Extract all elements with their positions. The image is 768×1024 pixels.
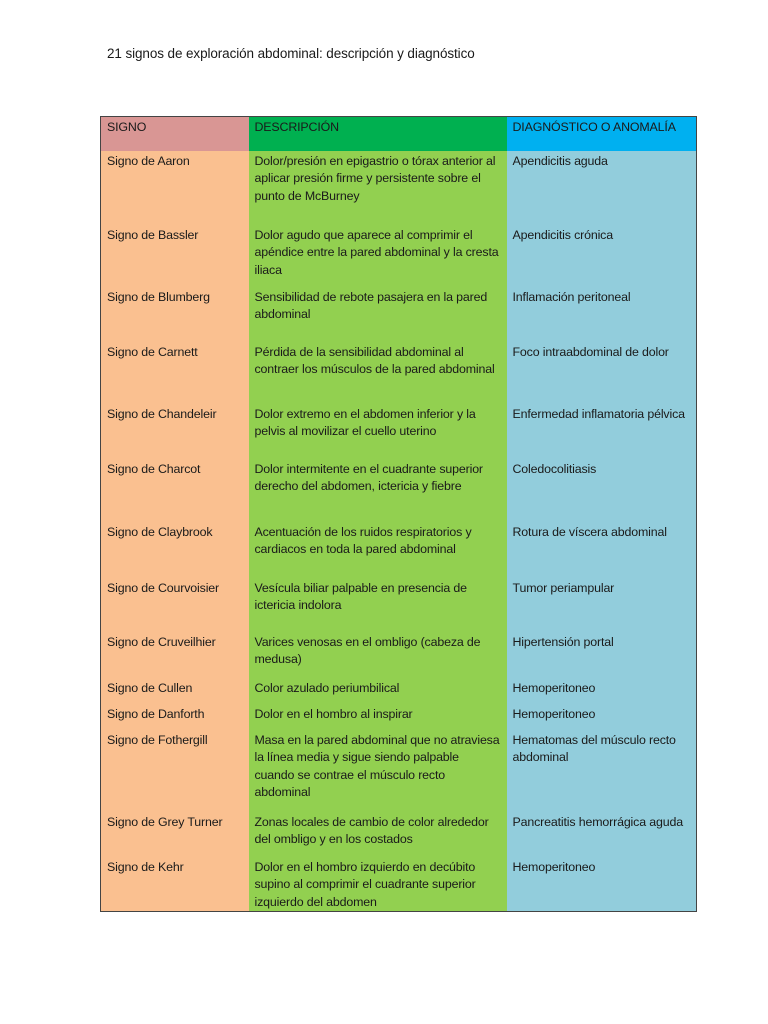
description-cell: Dolor/presión en epigastrio o tórax anterior al aplicar presión firme y persistente sobre el punto de McBurney [249, 151, 507, 225]
description-cell: Pérdida de la sensibilidad abdominal al contraer los músculos de la pared abdominal [249, 342, 507, 404]
description-cell: Dolor extremo en el abdomen inferior y la pelvis al movilizar el cuello uterino [249, 404, 507, 459]
diagnosis-cell: Hemoperitoneo [507, 678, 697, 704]
sign-cell: Signo de Bassler [101, 225, 249, 287]
table-row [101, 404, 697, 459]
sign-cell: Signo de Cruveilhier [101, 632, 249, 678]
sign-cell: Signo de Fothergill [101, 730, 249, 812]
sign-cell: Signo de Chandeleir [101, 404, 249, 459]
diagnosis-cell: Hemoperitoneo [507, 857, 697, 912]
table-row [101, 678, 697, 704]
sign-cell: Signo de Carnett [101, 342, 249, 404]
description-cell: Zonas locales de cambio de color alrededor del ombligo y en los costados [249, 812, 507, 857]
sign-cell: Signo de Kehr [101, 857, 249, 912]
diagnosis-cell: Enfermedad inflamatoria pélvica [507, 404, 697, 459]
table-header-row [101, 117, 697, 151]
diagnosis-cell: Inflamación peritoneal [507, 287, 697, 342]
header-diagnostico: DIAGNÓSTICO O ANOMALÍA [507, 117, 697, 151]
diagnosis-cell: Hemoperitoneo [507, 704, 697, 730]
sign-cell: Signo de Claybrook [101, 522, 249, 578]
table-row [101, 632, 697, 678]
description-cell: Varices venosas en el ombligo (cabeza de medusa) [249, 632, 507, 678]
table-row [101, 812, 697, 857]
sign-cell: Signo de Courvoisier [101, 578, 249, 632]
header-signo: SIGNO [101, 117, 249, 151]
diagnosis-cell: Coledocolitiasis [507, 459, 697, 522]
signs-table [100, 116, 697, 912]
sign-cell: Signo de Aaron [101, 151, 249, 225]
diagnosis-cell: Hipertensión portal [507, 632, 697, 678]
description-cell: Dolor en el hombro al inspirar [249, 704, 507, 730]
table-row [101, 225, 697, 287]
sign-cell: Signo de Blumberg [101, 287, 249, 342]
table-body [101, 151, 697, 912]
diagnosis-cell: Foco intraabdominal de dolor [507, 342, 697, 404]
table-row [101, 459, 697, 522]
table-row [101, 342, 697, 404]
diagnosis-cell: Hematomas del músculo recto abdominal [507, 730, 697, 812]
description-cell: Acentuación de los ruidos respiratorios y cardiacos en toda la pared abdominal [249, 522, 507, 578]
sign-cell: Signo de Danforth [101, 704, 249, 730]
description-cell: Masa en la pared abdominal que no atraviesa la línea media y sigue siendo palpable cuando se contrae el músculo recto abdominal [249, 730, 507, 812]
diagnosis-cell: Tumor periampular [507, 578, 697, 632]
description-cell: Dolor intermitente en el cuadrante superior derecho del abdomen, ictericia y fiebre [249, 459, 507, 522]
diagnosis-cell: Pancreatitis hemorrágica aguda [507, 812, 697, 857]
signs-table-container [100, 116, 696, 912]
table-row [101, 704, 697, 730]
diagnosis-cell: Rotura de víscera abdominal [507, 522, 697, 578]
description-cell: Color azulado periumbilical [249, 678, 507, 704]
table-row [101, 151, 697, 225]
table-row [101, 857, 697, 912]
table-row [101, 522, 697, 578]
description-cell: Vesícula biliar palpable en presencia de ictericia indolora [249, 578, 507, 632]
diagnosis-cell: Apendicitis crónica [507, 225, 697, 287]
diagnosis-cell: Apendicitis aguda [507, 151, 697, 225]
sign-cell: Signo de Grey Turner [101, 812, 249, 857]
header-descripcion: DESCRIPCIÓN [249, 117, 507, 151]
description-cell: Sensibilidad de rebote pasajera en la pared abdominal [249, 287, 507, 342]
sign-cell: Signo de Cullen [101, 678, 249, 704]
table-row [101, 730, 697, 812]
description-cell: Dolor agudo que aparece al comprimir el apéndice entre la pared abdominal y la cresta iliaca [249, 225, 507, 287]
table-row [101, 287, 697, 342]
sign-cell: Signo de Charcot [101, 459, 249, 522]
table-row [101, 578, 697, 632]
description-cell: Dolor en el hombro izquierdo en decúbito supino al comprimir el cuadrante superior izquierdo del abdomen [249, 857, 507, 912]
document-title: 21 signos de exploración abdominal: descripción y diagnóstico [107, 46, 475, 61]
